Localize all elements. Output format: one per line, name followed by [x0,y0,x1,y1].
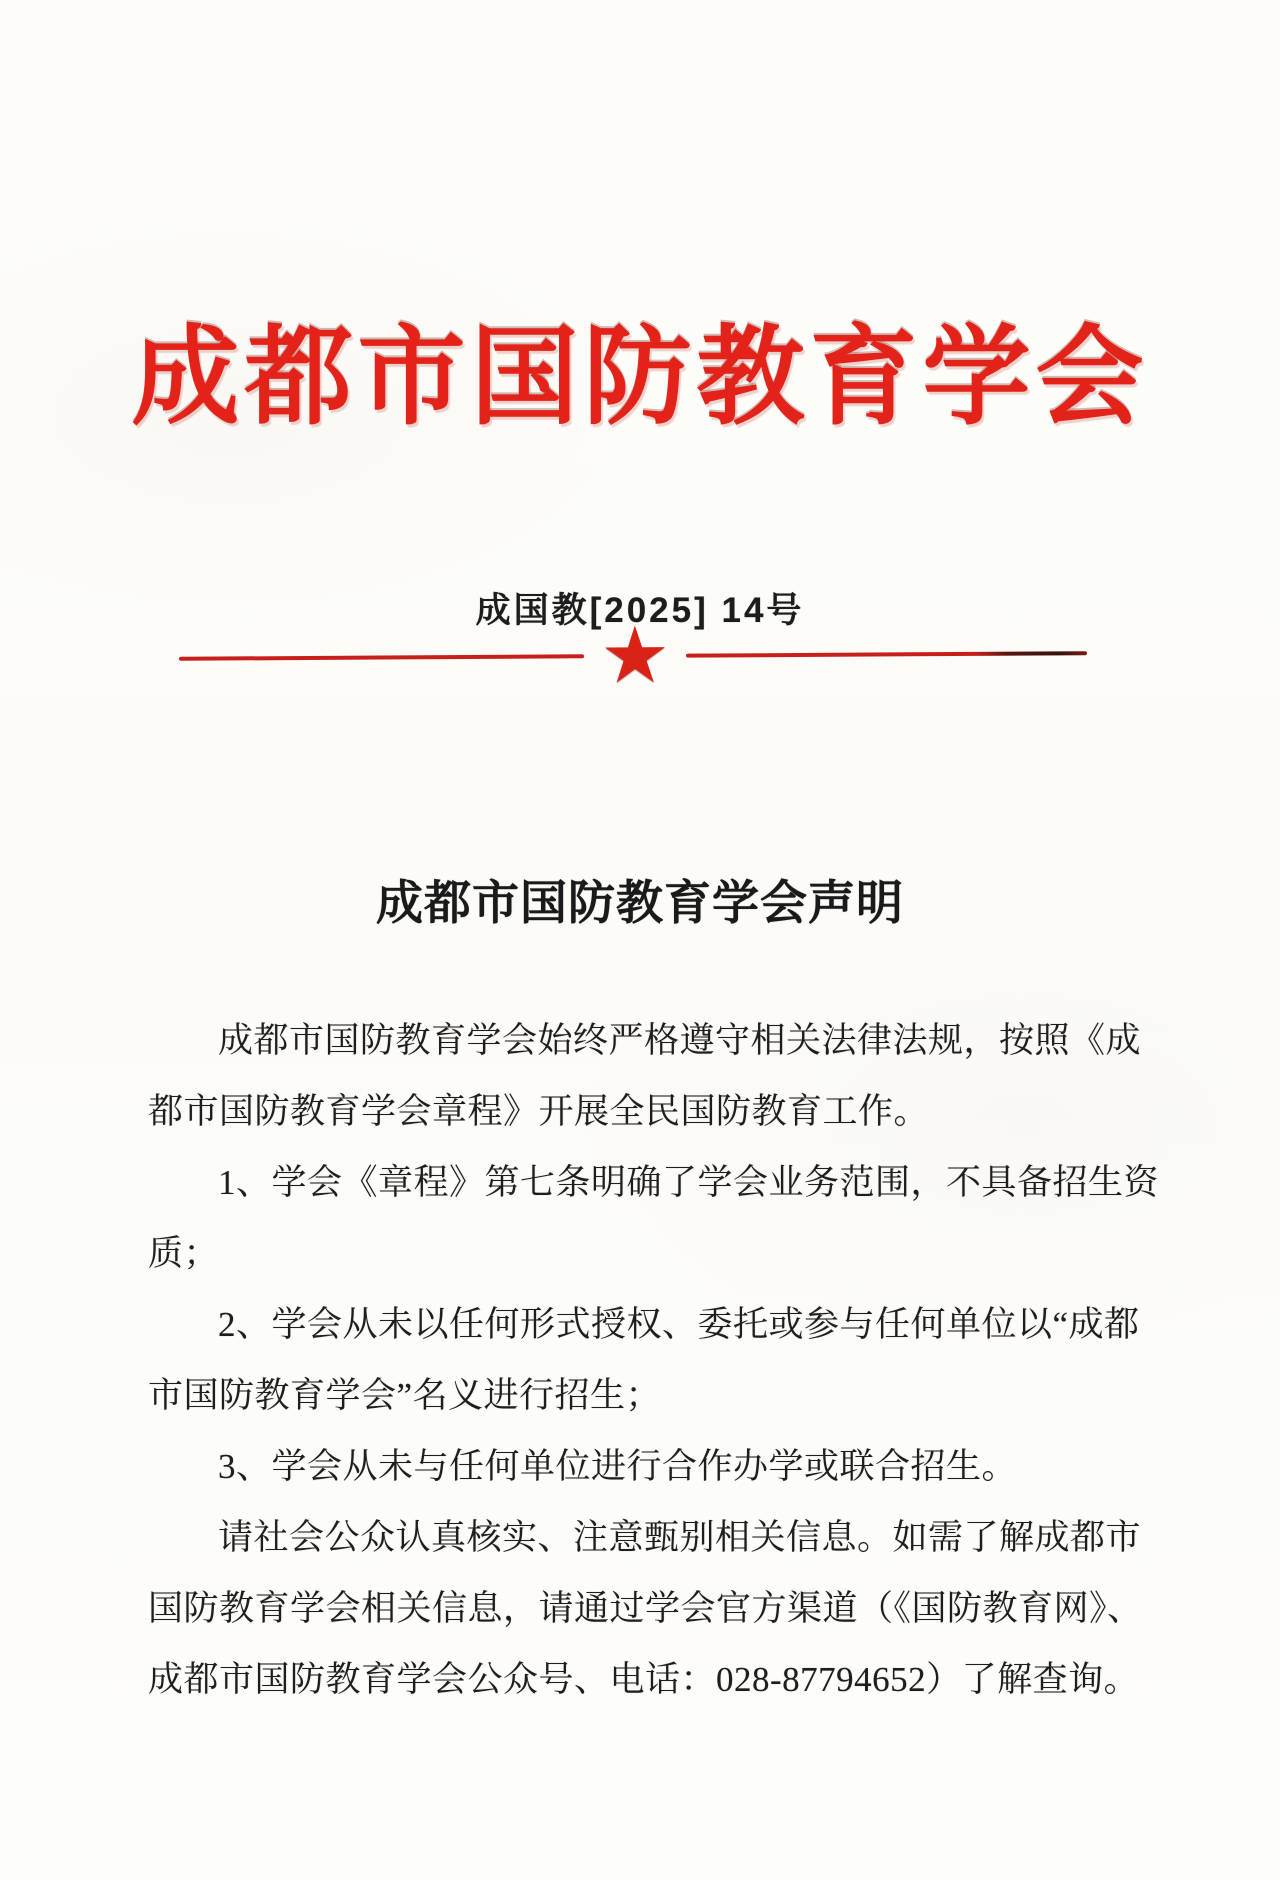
body-line: 质； [148,1234,220,1273]
statement-body [148,1005,1160,1715]
body-line: 请社会公众认真核实、注意甄别相关信息。如需了解成都市 [218,1518,1142,1557]
statement-title: 成都市国防教育学会声明 [376,876,904,929]
body-line: 2、学会从未以任何形式授权、委托或参与任何单位以“成都 [218,1305,1140,1344]
body-line: 市国防教育学会”名义进行招生； [148,1376,662,1415]
rule-left-segment [179,654,584,660]
body-line: 都市国防教育学会章程》开展全民国防教育工作。 [148,1092,930,1131]
body-line: 1、学会《章程》第七条明确了学会业务范围，不具备招生资 [218,1163,1160,1202]
letterhead-org-name: 成都市国防教育学会 [131,319,1149,438]
doc-number: 成国教[2025] 14号 [475,591,805,630]
body-line: 成都市国防教育学会公众号、电话：028-87794652）了解查询。 [148,1660,1140,1699]
body-line: 国防教育学会相关信息，请通过学会官方渠道（《国防教育网》、 [148,1589,1143,1628]
body-line: 成都市国防教育学会始终严格遵守相关法律法规，按照《成 [218,1021,1142,1060]
rule-right-segment [686,651,1087,657]
star-icon: ★ [599,610,671,702]
body-line: 3、学会从未与任何单位进行合作办学或联合招生。 [218,1447,1018,1486]
